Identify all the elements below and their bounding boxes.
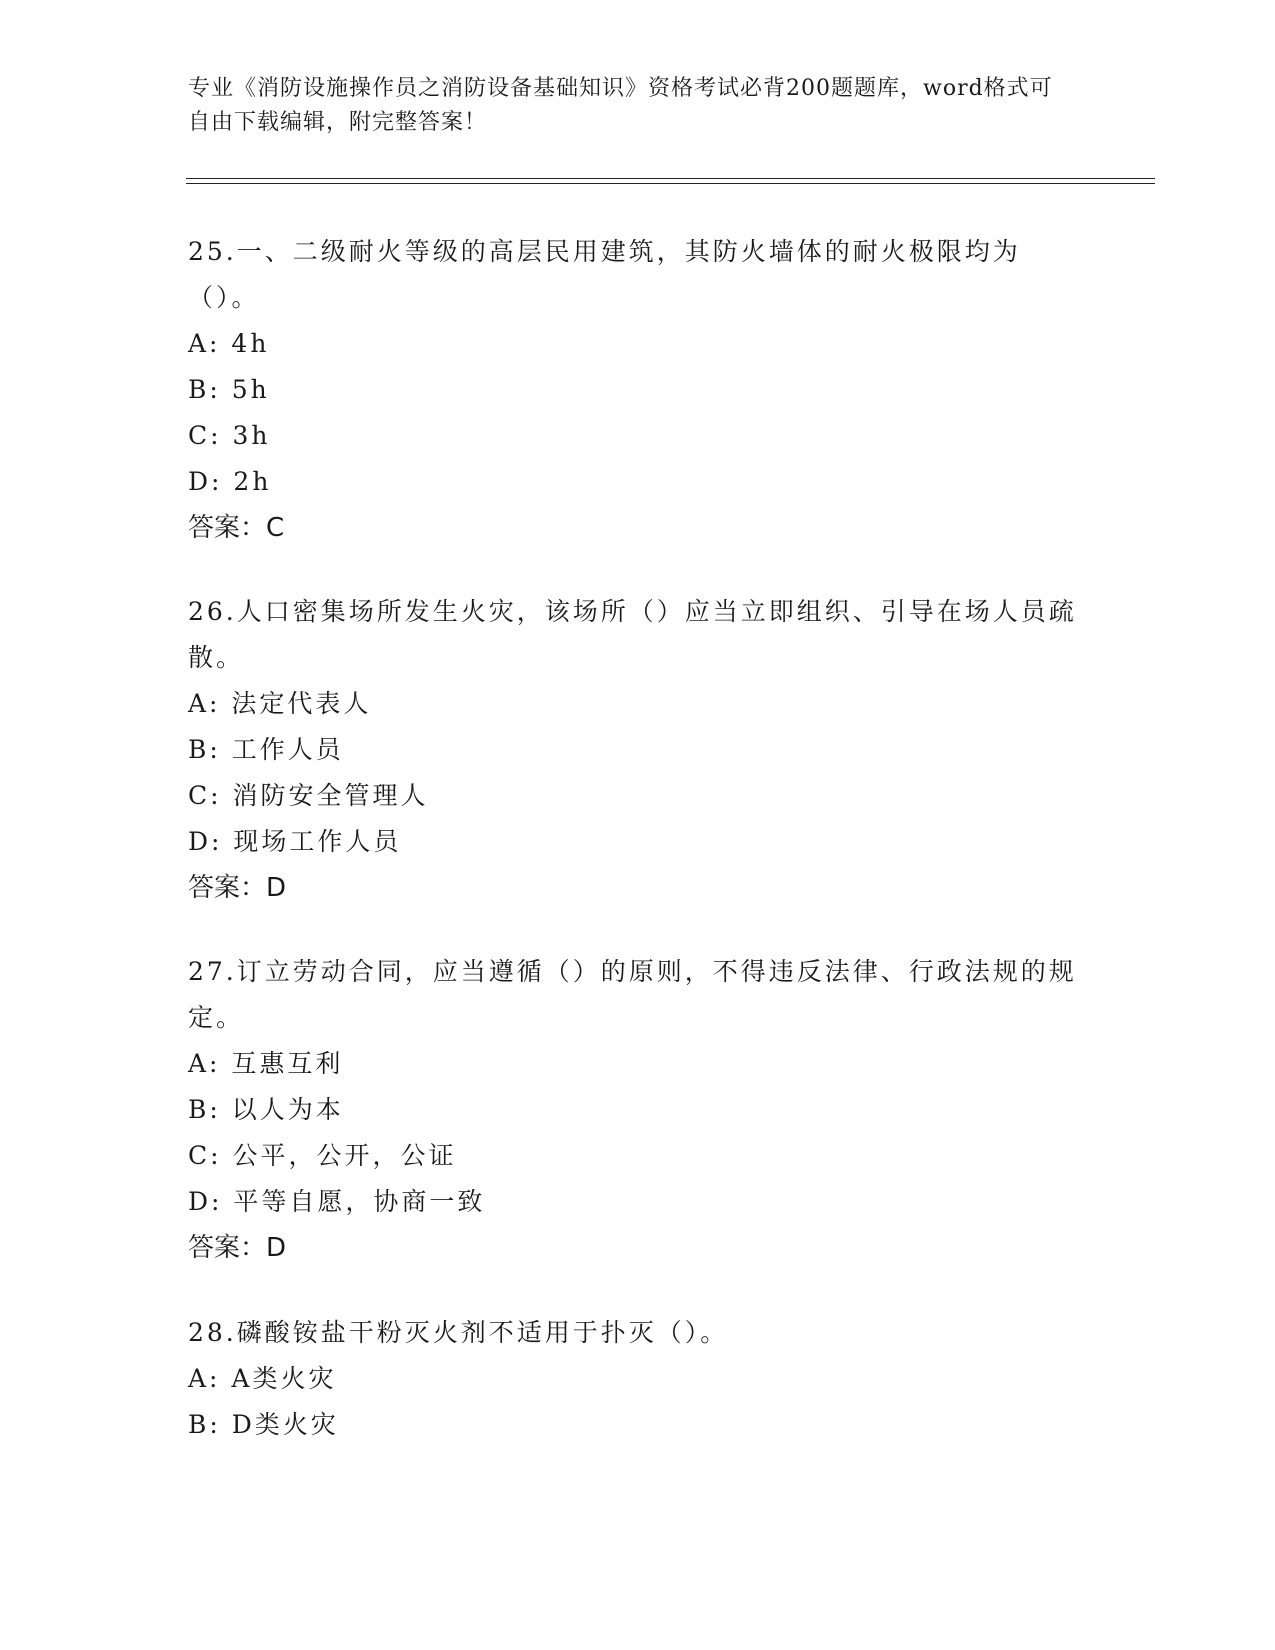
answer: 答案：D xyxy=(188,873,287,903)
option-d: D: 现场工作人员 xyxy=(188,827,402,856)
question-25 xyxy=(188,229,1088,551)
question-27 xyxy=(188,949,1088,1271)
option-c: C: 消防安全管理人 xyxy=(188,781,429,810)
header-divider-top xyxy=(186,178,1155,179)
option-b: B: 以人为本 xyxy=(188,1095,344,1124)
header-divider-bottom xyxy=(186,183,1155,184)
option-b: B: D类火灾 xyxy=(188,1410,339,1439)
option-c: C: 3h xyxy=(188,421,271,450)
option-a: A: A类火灾 xyxy=(188,1364,337,1393)
question-stem: 25.一、二级耐火等级的高层民用建筑，其防火墙体的耐火极限均为（）。 xyxy=(188,237,1021,312)
answer: 答案：D xyxy=(188,1233,287,1263)
question-stem: 28.磷酸铵盐干粉灭火剂不适用于扑灭（）。 xyxy=(188,1318,729,1347)
option-b: B: 工作人员 xyxy=(188,735,344,764)
document-header: 专业《消防设施操作员之消防设备基础知识》资格考试必背200题题库，word格式可自由下载编辑，附完整答案！ xyxy=(188,76,1053,135)
question-stem: 26.人口密集场所发生火灾，该场所（）应当立即组织、引导在场人员疏散。 xyxy=(188,597,1077,672)
question-stem: 27.订立劳动合同，应当遵循（）的原则，不得违反法律、行政法规的规定。 xyxy=(188,957,1077,1032)
option-d: D: 平等自愿，协商一致 xyxy=(188,1187,486,1216)
question-26 xyxy=(188,589,1088,911)
option-b: B: 5h xyxy=(188,375,270,404)
question-28 xyxy=(188,1310,1088,1448)
option-a: A: 法定代表人 xyxy=(188,689,372,718)
option-a: A: 4h xyxy=(188,329,270,358)
option-d: D: 2h xyxy=(188,467,272,496)
option-c: C: 公平，公开，公证 xyxy=(188,1141,457,1170)
option-a: A: 互惠互利 xyxy=(188,1049,344,1078)
answer: 答案：C xyxy=(188,513,285,543)
